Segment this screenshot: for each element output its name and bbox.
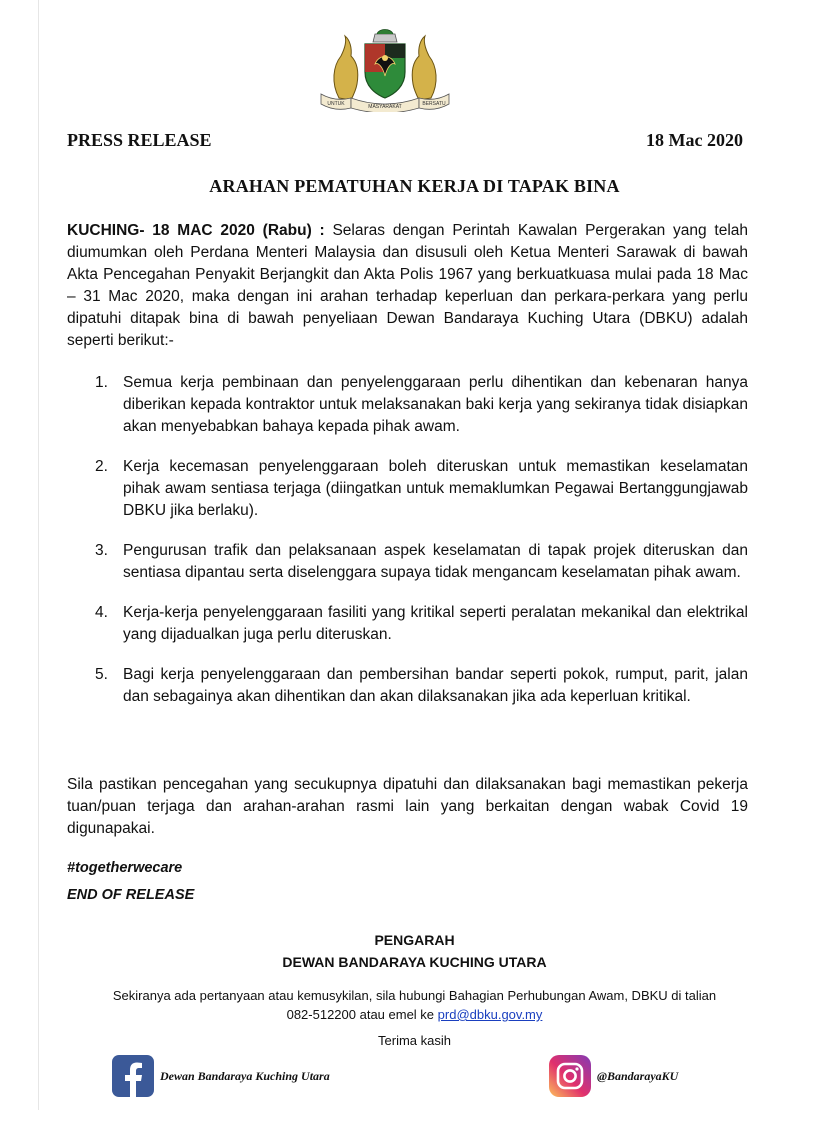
list-item <box>95 540 748 584</box>
instagram-link[interactable] <box>549 1055 678 1097</box>
list-item-number: 1. <box>95 374 108 391</box>
crest-ribbon-center: MASYARAKAT <box>368 104 402 110</box>
press-release-label: PRESS RELEASE <box>67 130 212 150</box>
list-item-text: Semua kerja pembinaan dan penyelenggaraan perlu dihentikan dan kebenaran hanya diberikan kepada kontraktor untuk melaksanakan baki kerja yang sekiranya tidak disiapkan akan menyebabkan bahaya kepada pihak awam. <box>123 374 748 435</box>
facebook-label: Dewan Bandaraya Kuching Utara <box>160 1068 330 1083</box>
list-item <box>95 664 748 708</box>
list-item-text: Kerja kecemasan penyelenggaraan boleh diteruskan untuk memastikan keselamatan pihak awam sentiasa terjaga (diingatkan untuk memaklumkan Pegawai Bertanggungjawab DBKU jika berlaku). <box>123 458 748 519</box>
facebook-icon <box>112 1055 154 1097</box>
crest-ribbon-left: UNTUK <box>327 101 345 107</box>
intro-lead: KUCHING- 18 MAC 2020 (Rabu) : <box>67 222 325 239</box>
thanks-text: Terima kasih <box>378 1033 451 1048</box>
instagram-label: @BandarayaKU <box>597 1068 679 1083</box>
facebook-link[interactable] <box>112 1055 330 1097</box>
list-item-text: Bagi kerja penyelenggaraan dan pembersihan bandar seperti pokok, rumput, parit, jalan dan sebagainya akan dihentikan dan akan dilaksanakan jika ada keperluan kritikal. <box>123 666 748 705</box>
signature-org: DEWAN BANDARAYA KUCHING UTARA <box>282 954 547 970</box>
closing-paragraph: Sila pastikan pencegahan yang secukupnya dipatuhi dan dilaksanakan bagi memastikan pekerja tuan/puan terjaga dan arahan-arahan rasmi lain yang berkaitan dengan wabak Covid 19 digunapakai. <box>67 776 748 837</box>
list-item-text: Pengurusan trafik dan pelaksanaan aspek keselamatan di tapak projek diteruskan dan sentiasa dipantau serta diselenggara supaya tidak mengancam keselamatan pihak awam. <box>123 542 748 581</box>
contact-line-1: Sekiranya ada pertanyaan atau kemusykilan, sila hubungi Bahagian Perhubungan Awam, DBKU di talian <box>112 988 717 1003</box>
release-date: 18 Mac 2020 <box>646 130 743 150</box>
list-item-number: 3. <box>95 542 108 559</box>
list-item-number: 4. <box>95 604 108 621</box>
document-title: ARAHAN PEMATUHAN KERJA DI TAPAK BINA <box>209 176 620 196</box>
list-item <box>95 602 748 646</box>
list-item-number: 2. <box>95 458 108 475</box>
crest-ribbon-right: BERSATU <box>422 101 446 107</box>
instagram-icon <box>549 1055 591 1097</box>
email-link[interactable]: prd@dbku.gov.my <box>437 1007 543 1022</box>
coat-of-arms-logo <box>317 28 453 112</box>
list-item-number: 5. <box>95 666 108 683</box>
list-item <box>95 456 748 522</box>
end-of-release: END OF RELEASE <box>67 887 195 903</box>
contact-line-2 <box>0 1005 829 1024</box>
hashtag: #togetherwecare <box>67 860 183 876</box>
intro-paragraph <box>67 220 748 352</box>
signature-role: PENGARAH <box>374 932 455 948</box>
directive-list <box>95 372 748 726</box>
contact-phone-text: 082-512200 atau emel ke <box>286 1007 438 1022</box>
list-item <box>95 372 748 438</box>
list-item-text: Kerja-kerja penyelenggaraan fasiliti yang kritikal seperti peralatan mekanikal dan elektrikal yang dijadualkan juga perlu diteruskan. <box>123 604 748 643</box>
intro-text: Selaras dengan Perintah Kawalan Pergerakan yang telah diumumkan oleh Perdana Menteri Malaysia dan disusuli oleh Ketua Menteri Sarawak di bawah Akta Pencegahan Penyakit Berjangkit dan Akta Polis 1967 yang berkuatkuasa mulai pada 18 Mac – 31 Mac 2020, maka dengan ini arahan terhadap keperluan dan perkara-perkara yang perlu dipatuhi ditapak bina di bawah penyeliaan Dewan Bandaraya Kuching Utara (DBKU) adalah seperti berikut:- <box>67 222 749 349</box>
